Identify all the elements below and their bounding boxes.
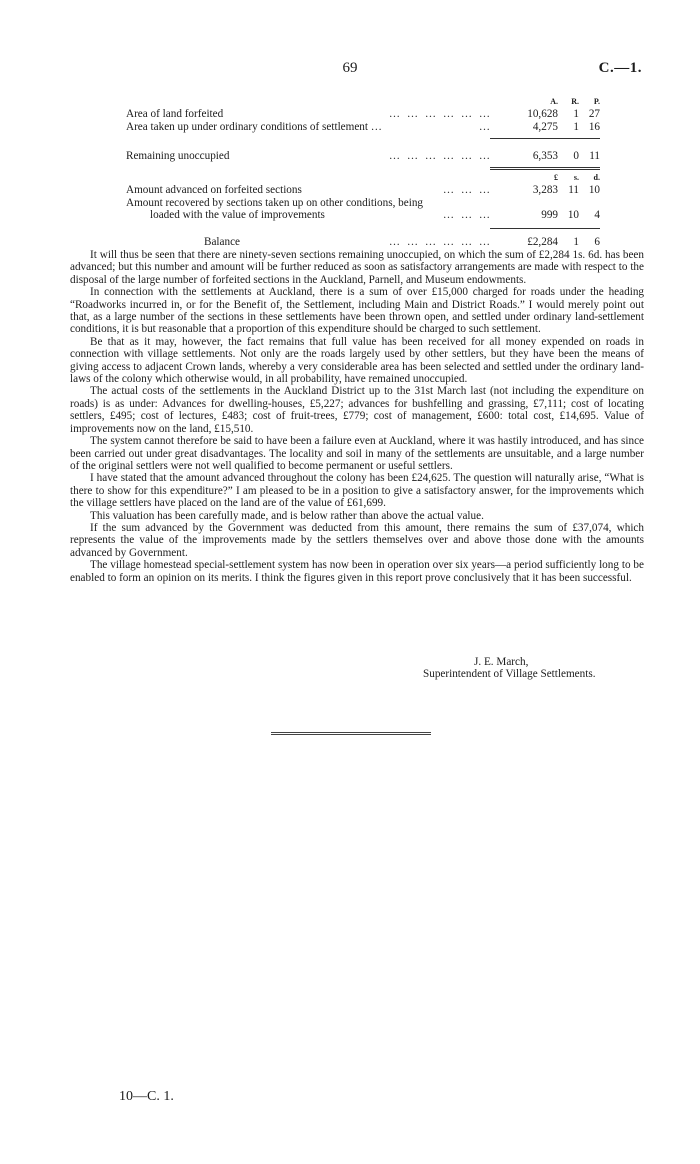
- paragraph: The actual costs of the settlements in the Auckland District up to the 31st March last (not including the expenditure on roads) is as under: Advances for dwelling-houses, £5,227; advances for bushfelling and grassing, £7,111; cost of locating settlers, £495; cost of lectures, £483; cost of fruit-trees, £779; cost of management, £600: total cost, £14,695. Value of improvements now on the land, £15,510.: [70, 385, 644, 435]
- money-account-row: [126, 236, 600, 248]
- pence-value: 6: [594, 236, 600, 248]
- paragraph: The system cannot therefore be said to have been a failure even at Auckland, where it was hastily introduced, and has since been carried out under great disadvantages. The locality and soil in many of the settlements are unsuitable, and a large number of the original settlers were not well qualified to become permanent or useful settlers.: [70, 435, 644, 472]
- roods-value: 1: [573, 120, 579, 133]
- pounds-value: 3,283: [532, 184, 558, 197]
- pence-value: 4: [594, 209, 600, 222]
- pounds-header: £: [554, 173, 558, 182]
- perches-value: 11: [589, 150, 600, 162]
- leader-dots: … … … … … …: [388, 108, 492, 121]
- land-account-row: [126, 150, 600, 162]
- paragraph: This valuation has been carefully made, and is below rather than above the actual value.: [90, 509, 484, 522]
- money-account-balance: [126, 236, 600, 248]
- roods-header: R.: [571, 97, 579, 106]
- leader-dots: … … …: [442, 209, 492, 222]
- acres-value: 10,628: [527, 108, 558, 121]
- row-label: loaded with the value of improvements: [150, 209, 325, 222]
- acres-header: A.: [550, 97, 558, 106]
- page-number: 69: [342, 60, 358, 76]
- balance-label: Balance: [204, 236, 241, 248]
- acres-value: 4,275: [532, 120, 558, 133]
- paragraph: It will thus be seen that there are ninety-seven sections remaining unoccupied, on which the sum of £2,284 1s. 6d. has been advanced; but this number and amount will be further reduced as soon as satisfactory arrangements are made with respect to the disposal of the large number of forfeited sections in the Auckland, Parnell, and Museum endowments.: [70, 249, 644, 286]
- printer-signature-mark: 10—C. 1.: [119, 1089, 174, 1104]
- roods-value: 1: [573, 108, 579, 121]
- money-account-column-headers: [126, 172, 600, 184]
- money-account-table: [126, 172, 600, 222]
- shillings-value: 1: [573, 236, 579, 248]
- pence-header: d.: [593, 173, 600, 182]
- pounds-value: £2,284: [527, 236, 558, 248]
- land-account-row: [126, 108, 600, 120]
- paragraph: I have stated that the amount advanced throughout the colony has been £24,625. The question will naturally arise, “What is there to show for this expenditure?” I am pleased to be in a position to give a satisfactory answer, for the improvements which the village settlers have placed on the land are of the value of £61,699.: [70, 472, 644, 510]
- total-rule: [490, 167, 600, 170]
- row-label: Amount recovered by sections taken up on other conditions, being: [126, 196, 424, 209]
- paragraph: The village homestead special-settlement system has now been in operation over six years—a period sufficiently long to be enabled to form an opinion on its merits. I think the figures given in this report prove conclusively that it has been successful.: [70, 559, 644, 584]
- leader-dots: …: [478, 120, 492, 133]
- perches-value: 27: [588, 108, 600, 121]
- signatory-name: J. E. March,: [474, 656, 529, 668]
- shillings-header: s.: [573, 173, 579, 182]
- pounds-value: 999: [541, 209, 558, 222]
- signatory-title: Superintendent of Village Settlements.: [423, 668, 596, 680]
- paragraph: Be that as it may, however, the fact remains that full value has been received for all money expended on roads in connection with village settlements. Not only are the roads largely used by other settlers, but they have been the means of giving access to adjacent Crown lands, whereby a very considerable area has been selected and settled under the ordinary land-laws of the colony which otherwise would, in all probability, have remained unoccupied.: [70, 335, 644, 386]
- roods-value: 0: [573, 150, 579, 162]
- subtotal-rule: [490, 138, 600, 139]
- row-label: Area taken up under ordinary conditions of settlement …: [126, 120, 382, 133]
- paper-reference: C.—1.: [598, 60, 642, 76]
- money-account-row: [126, 184, 600, 196]
- paragraph: If the sum advanced by the Government was deducted from this amount, there remains the sum of £37,074, which represents the value of the improvements made by the settlers themselves over and above those done with the amounts advanced by Government.: [70, 521, 644, 559]
- pence-value: 10: [588, 184, 600, 197]
- perches-value: 16: [588, 120, 600, 133]
- leader-dots: … … …: [442, 184, 492, 197]
- row-label: Area of land forfeited: [126, 108, 224, 121]
- subtotal-rule: [490, 228, 600, 229]
- row-label: Amount advanced on forfeited sections: [126, 184, 302, 197]
- leader-dots: … … … … … …: [388, 236, 492, 248]
- row-label: Remaining unoccupied: [126, 150, 230, 162]
- leader-dots: … … … … … …: [388, 150, 492, 162]
- report-body: [70, 249, 644, 584]
- money-account-row: [126, 209, 600, 221]
- end-rule: [271, 732, 431, 735]
- acres-value: 6,353: [532, 150, 558, 162]
- paragraph: In connection with the settlements at Auckland, there is a sum of over £15,000 charged for roads under the heading “Roadworks incurred in, or for the Benefit of, the Settlement, including Main and District Roads.” I would merely point out that, as a large number of the sections in these settlements have been thrown open, and settled under ordinary land-settlement conditions, it is but reasonable that a proportion of this expenditure should be charged to such settlement.: [70, 286, 644, 336]
- perches-header: P.: [593, 97, 600, 106]
- shillings-value: 11: [568, 184, 579, 197]
- land-account-balance: [126, 150, 600, 162]
- land-account-table: [126, 96, 600, 133]
- shillings-value: 10: [567, 209, 579, 222]
- land-account-row: [126, 121, 600, 133]
- land-account-column-headers: [126, 96, 600, 108]
- money-account-row: [126, 197, 600, 209]
